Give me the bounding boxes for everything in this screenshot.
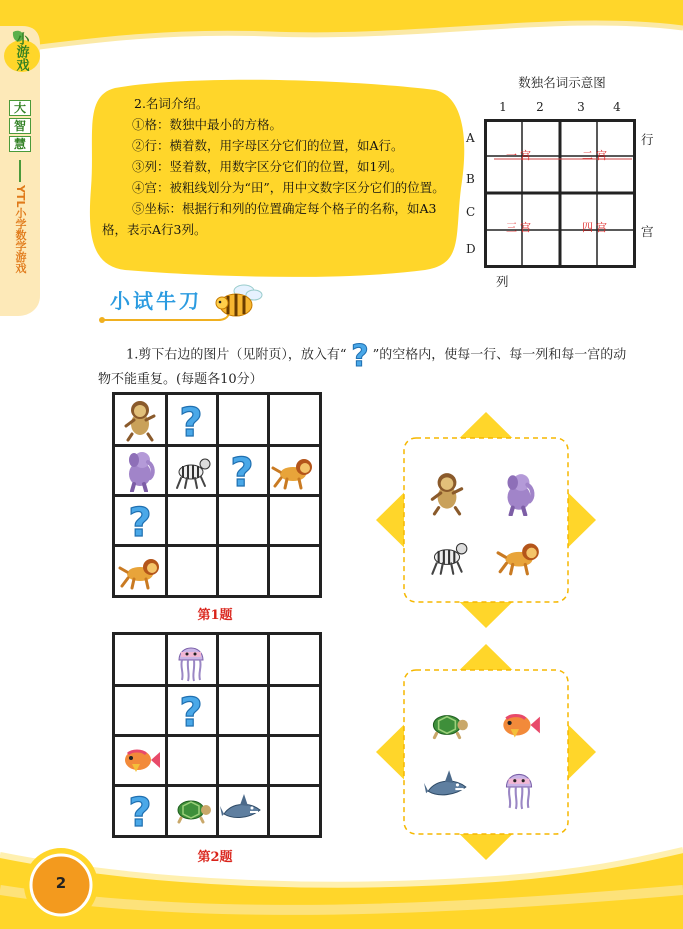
- jellyfish-icon[interactable]: [496, 764, 542, 814]
- lion-icon[interactable]: [424, 470, 470, 520]
- diagram-column-label: 1: [499, 100, 507, 114]
- lion-running-icon: [118, 577, 162, 596]
- puzzle-2-cell: [169, 638, 219, 688]
- puzzle-2-cell[interactable]: [271, 738, 321, 788]
- question-mark-icon: [118, 790, 162, 836]
- svg-text:?: ?: [350, 340, 369, 370]
- puzzle-1-cell[interactable]: [220, 548, 270, 598]
- bee-icon: [214, 283, 264, 319]
- diagram-box-label: 二宫: [582, 149, 610, 162]
- cutout-set-2: [404, 672, 568, 836]
- diagram-box-label: 一宫: [506, 149, 534, 162]
- side-tag-char: 智: [9, 118, 31, 134]
- puzzle-2-cell: [118, 738, 168, 788]
- puzzle-1-cell[interactable]: [169, 498, 219, 548]
- side-tag-small-games: [6, 32, 36, 75]
- puzzle-2-cell[interactable]: [271, 638, 321, 688]
- lion-running-icon[interactable]: [496, 532, 542, 582]
- jellyfish-icon: [169, 667, 213, 686]
- puzzle-1-cell[interactable]: [271, 498, 321, 548]
- puzzle-2-cell[interactable]: [271, 788, 321, 838]
- page-number: 2: [55, 874, 67, 892]
- intro-item: ①格：数独中最小的方格。: [132, 117, 283, 132]
- diagram-row-label: A: [466, 131, 475, 145]
- question-mark-icon: [118, 500, 162, 546]
- diagram-box-label: 三宫: [506, 221, 534, 234]
- puzzle-2-cell[interactable]: [220, 738, 270, 788]
- puzzle-1-cell: [118, 548, 168, 598]
- elephant-icon: [118, 477, 162, 496]
- svg-text:?: ?: [128, 500, 152, 542]
- lion-running-icon: [271, 477, 315, 496]
- diagram-column-term: 列: [496, 274, 509, 289]
- intro-item: ⑤坐标：根据行和列的位置确定每个格子的名称，如A3格，表示A行3列。: [102, 201, 437, 237]
- diagram-title: 数独名词示意图: [518, 75, 606, 90]
- zebra-icon: [169, 477, 213, 496]
- puzzle-1-cell: [271, 448, 321, 498]
- diagram-column-label: 2: [536, 100, 544, 114]
- lion-icon: [118, 427, 162, 446]
- instruction-part2: ”的空格内，使每一行、每一列和每一宫的动物不能重复。(每题各10分）: [98, 347, 627, 387]
- puzzle-2-cell[interactable]: [118, 638, 168, 688]
- puzzle-1-cell: [118, 398, 168, 448]
- fish-icon[interactable]: [496, 702, 542, 752]
- puzzle-2-cell[interactable]: [271, 688, 321, 738]
- puzzle-2-cell[interactable]: [118, 788, 168, 838]
- diagram-row-label: C: [466, 205, 476, 219]
- intro-item: ③列：竖着数，用数字区分它们的位置，如1列。: [132, 159, 403, 174]
- puzzle-1-cell[interactable]: [169, 398, 219, 448]
- puzzle-1-cell[interactable]: [220, 398, 270, 448]
- side-tag-big-wisdom: [9, 98, 31, 154]
- question-mark-icon: [347, 340, 373, 370]
- top-decoration: [0, 0, 683, 60]
- puzzle-2-cell[interactable]: [220, 688, 270, 738]
- turtle-icon[interactable]: [424, 702, 470, 752]
- intro-text: [102, 93, 452, 240]
- puzzle-2-cell[interactable]: [169, 688, 219, 738]
- shark-icon: [220, 817, 264, 836]
- elephant-icon[interactable]: [496, 470, 542, 520]
- puzzle-2-grid: [112, 632, 322, 838]
- diagram-box-term: 宫: [641, 224, 654, 239]
- puzzle-1-cell[interactable]: [271, 398, 321, 448]
- diagram-grid: [484, 119, 636, 269]
- intro-heading: 2.名词介绍。: [134, 96, 209, 111]
- side-tag-series: [11, 185, 29, 276]
- diagram-row-label: B: [466, 172, 475, 186]
- zebra-icon[interactable]: [424, 532, 470, 582]
- intro-item: ②行：横着数，用字母区分它们的位置，如A行。: [132, 138, 404, 153]
- puzzle-1-cell[interactable]: [220, 448, 270, 498]
- puzzle-2-cell[interactable]: [220, 638, 270, 688]
- side-tag-divider: [19, 160, 21, 182]
- puzzle-2-caption: 第2题: [197, 850, 233, 865]
- puzzle-2-cell: [220, 788, 270, 838]
- diagram-column-label: 4: [613, 100, 621, 114]
- question-mark-icon: [169, 400, 213, 446]
- section-title: 小试牛刀: [110, 289, 202, 313]
- diagram-row-label: D: [466, 242, 476, 256]
- side-tag-char: 大: [9, 100, 31, 116]
- instruction-text: [98, 340, 638, 390]
- side-tag-series-text: YTL小学数学游戏: [14, 185, 27, 274]
- puzzle-1-cell[interactable]: [169, 548, 219, 598]
- diagram-box-label: 四宫: [582, 221, 610, 234]
- puzzle-1-cell: [118, 448, 168, 498]
- intro-item: ④宫：被粗线划分为“田”，用中文数字区分它们的位置。: [132, 180, 445, 195]
- puzzle-2-cell: [169, 788, 219, 838]
- cutout-set-1: [404, 440, 568, 604]
- puzzle-1-cell[interactable]: [271, 548, 321, 598]
- puzzle-1-caption: 第1题: [197, 608, 233, 623]
- diagram-column-label: 3: [577, 100, 585, 114]
- svg-text:?: ?: [230, 450, 254, 492]
- fish-icon: [118, 767, 162, 786]
- side-tag-char: 慧: [9, 136, 31, 152]
- question-mark-icon: [220, 450, 264, 496]
- turtle-icon: [169, 817, 213, 836]
- svg-text:?: ?: [179, 690, 203, 732]
- puzzle-1-cell[interactable]: [220, 498, 270, 548]
- puzzle-2-cell[interactable]: [118, 688, 168, 738]
- instruction-part1: 1.剪下右边的图片（见附页），放入有“: [126, 347, 347, 363]
- puzzle-1-cell: [169, 448, 219, 498]
- svg-text:?: ?: [179, 400, 203, 442]
- puzzle-2-cell[interactable]: [169, 738, 219, 788]
- side-tag-small-games-text: 小游戏: [13, 32, 29, 71]
- diagram-row-term: 行: [641, 132, 654, 147]
- svg-text:?: ?: [128, 790, 152, 832]
- puzzle-1-grid: [112, 392, 322, 598]
- puzzle-1-cell[interactable]: [118, 498, 168, 548]
- shark-icon[interactable]: [424, 764, 470, 814]
- question-mark-icon: [169, 690, 213, 736]
